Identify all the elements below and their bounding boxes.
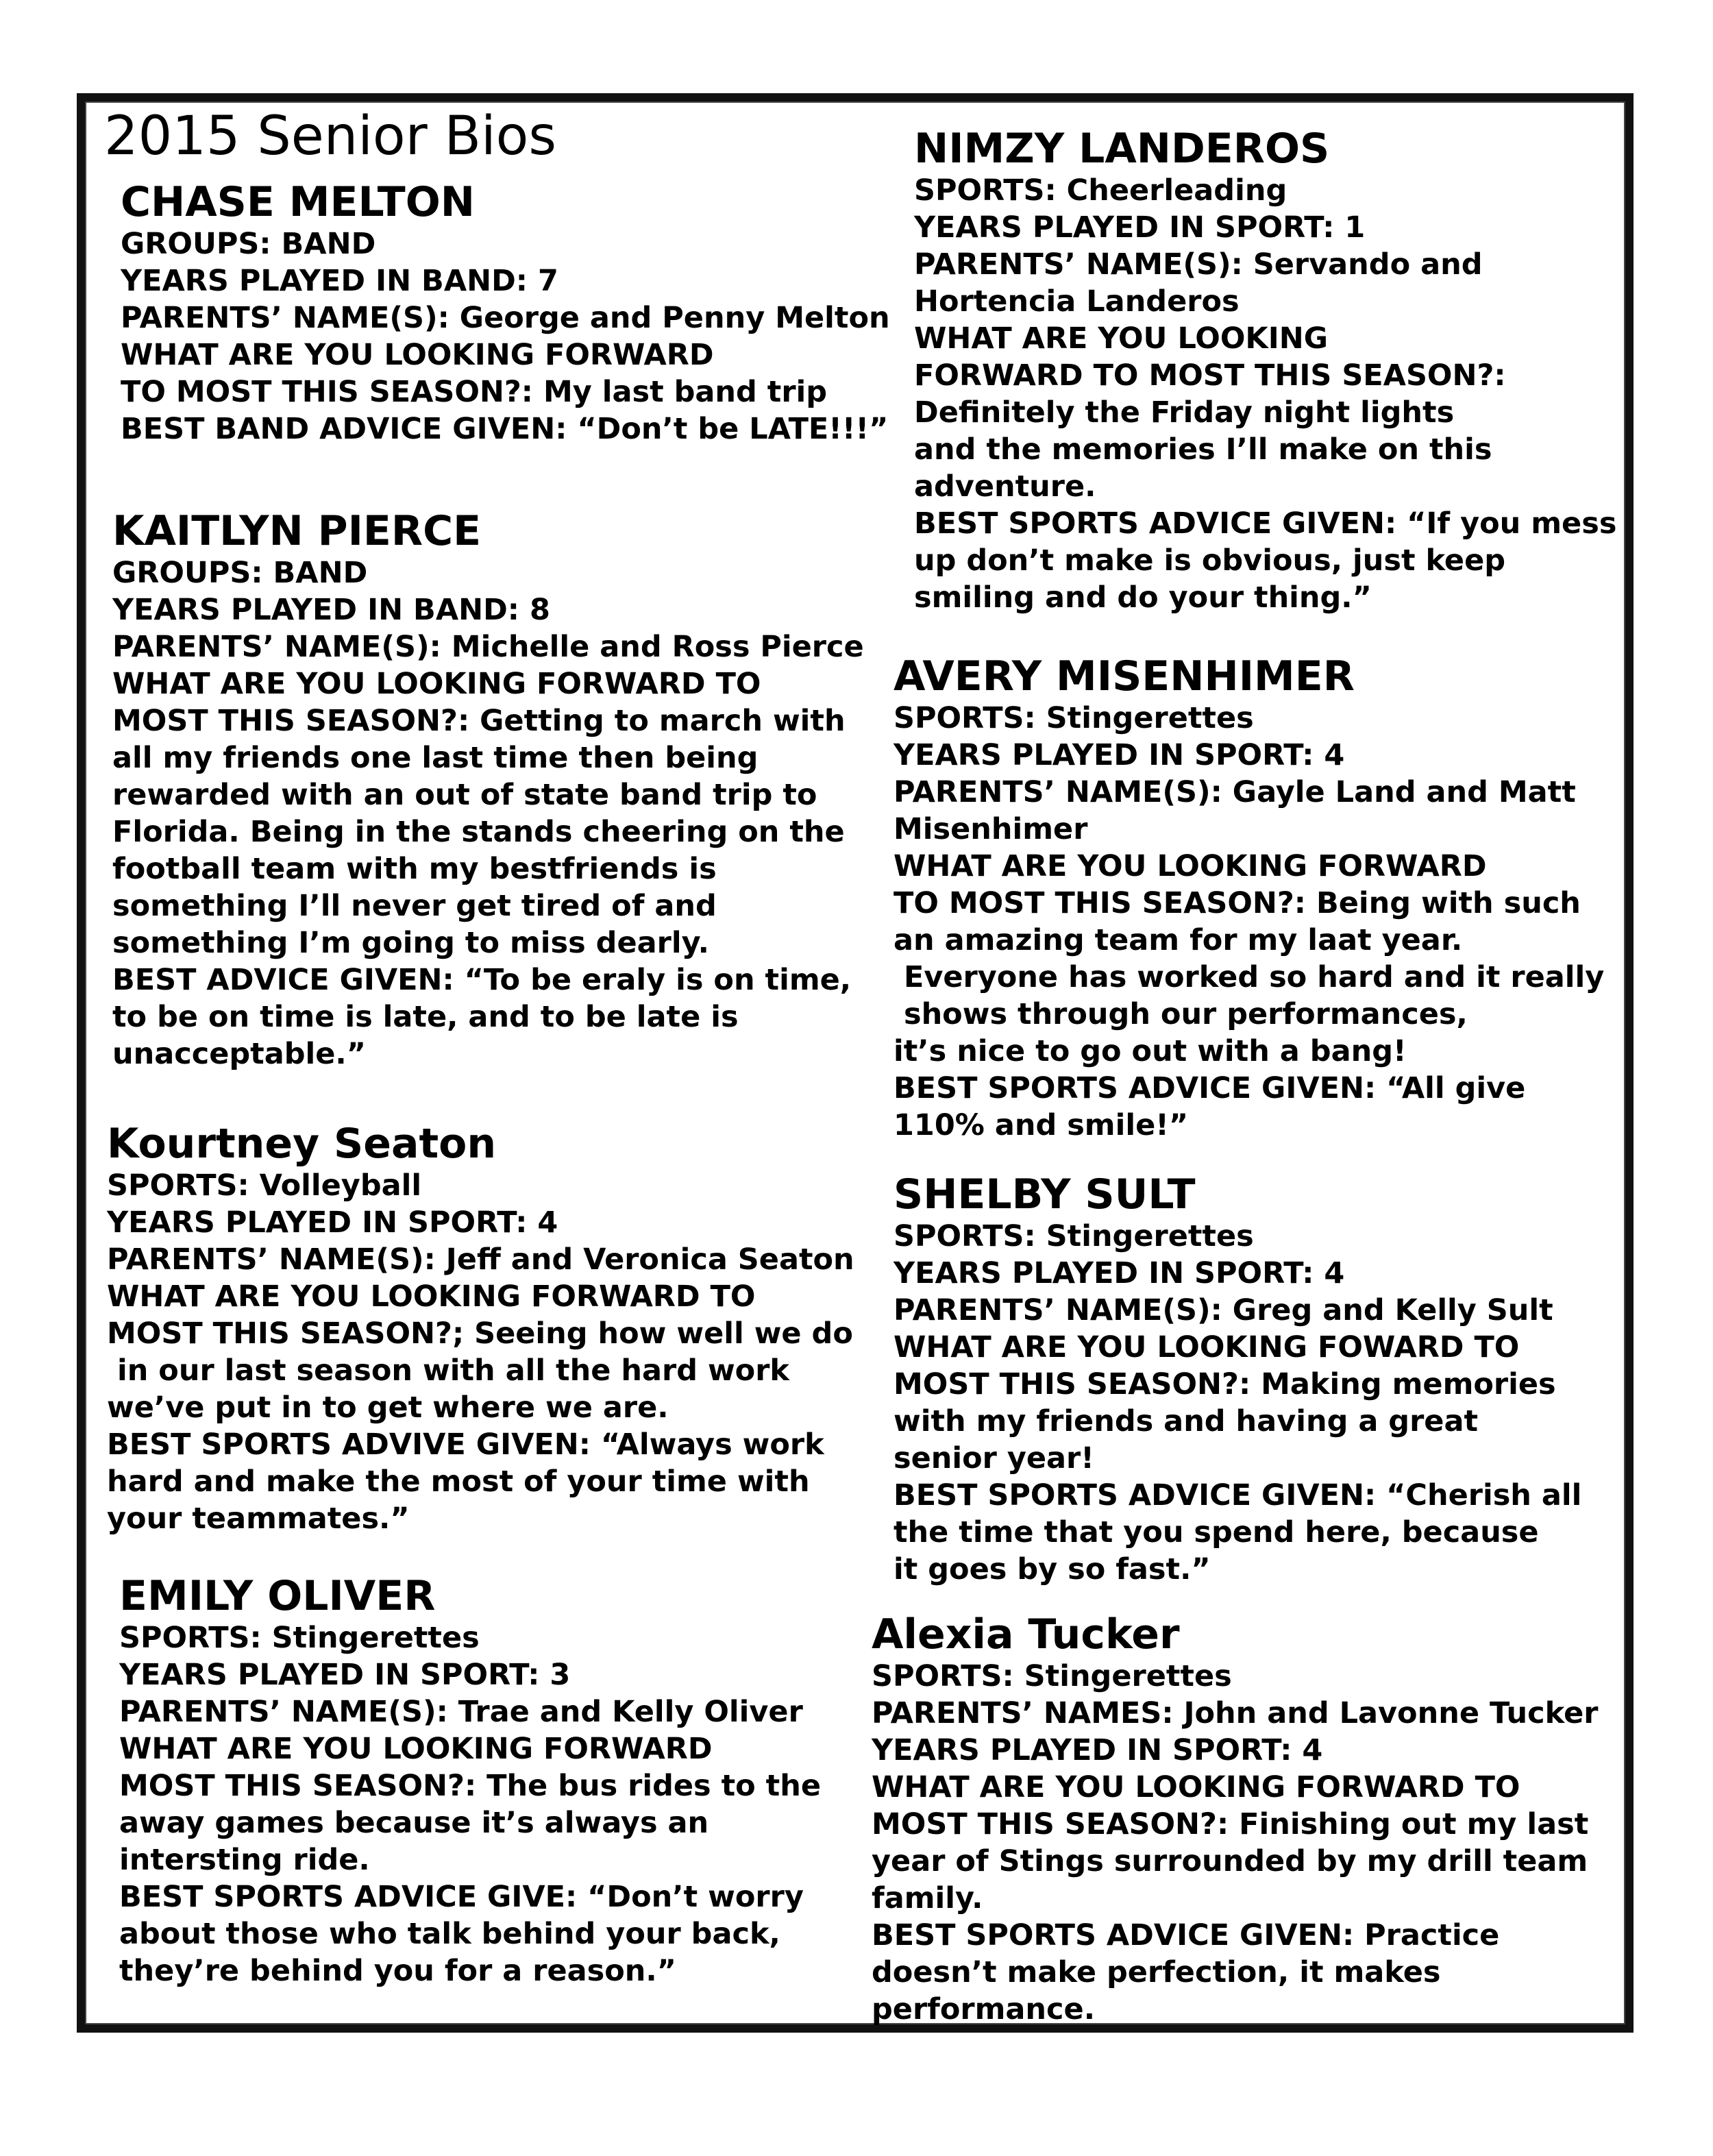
bio-line: SPORTS: Stingerettes xyxy=(894,701,1254,736)
bio-line: to be on time is late, and to be late is xyxy=(112,1000,739,1035)
bio-line: FORWARD TO MOST THIS SEASON?: xyxy=(914,358,1506,393)
bio-name: CHASE MELTON xyxy=(121,178,475,226)
bio-kourtney-seaton xyxy=(107,1121,854,1537)
bio-line: TO MOST THIS SEASON?: My last band trip xyxy=(121,375,828,410)
bio-line: BEST ADVICE GIVEN: “To be eraly is on time, xyxy=(112,963,852,998)
bio-name: SHELBY SULT xyxy=(894,1171,1196,1218)
bio-line: shows through our performances, xyxy=(894,997,1468,1032)
bio-line: TO MOST THIS SEASON?: Being with such xyxy=(894,886,1581,921)
bio-chase-melton xyxy=(121,180,890,448)
bio-line: the time that you spend here, because xyxy=(894,1515,1539,1550)
bio-line: WHAT ARE YOU LOOKING FORWARD xyxy=(121,338,714,373)
bio-line: up don’t make is obvious, just keep xyxy=(914,543,1506,578)
bio-line: YEARS PLAYED IN SPORT: 4 xyxy=(872,1733,1323,1768)
bio-line: PARENTS’ NAME(S): Jeff and Veronica Seaton xyxy=(107,1242,854,1277)
bio-line: an amazing team for my laat year. xyxy=(894,923,1463,958)
bio-line: MOST THIS SEASON?: Getting to march with xyxy=(112,704,846,739)
bio-line: WHAT ARE YOU LOOKING FORWARD xyxy=(119,1732,713,1767)
bio-line: Misenhimer xyxy=(894,812,1088,847)
bio-line: something I’ll never get tired of and xyxy=(112,889,717,924)
bio-line: WHAT ARE YOU LOOKING xyxy=(914,321,1329,356)
bio-line: BEST SPORTS ADVICE GIVEN: “Cherish all xyxy=(894,1478,1582,1513)
bio-line: Florida. Being in the stands cheering on the xyxy=(112,815,845,850)
bio-line: BEST SPORTS ADVICE GIVEN: “All give xyxy=(894,1071,1526,1106)
bio-line: we’ve put in to get where we are. xyxy=(107,1391,669,1425)
bio-line: SPORTS: Stingerettes xyxy=(872,1659,1232,1694)
bio-line: PARENTS’ NAMES: John and Lavonne Tucker xyxy=(872,1696,1599,1731)
bio-kaitlyn-pierce xyxy=(112,509,864,1073)
bio-line: SPORTS: Volleyball xyxy=(107,1168,422,1203)
bio-name: NIMZY LANDEROS xyxy=(914,125,1330,173)
bio-line: YEARS PLAYED IN BAND: 7 xyxy=(121,264,558,299)
bio-line: GROUPS: BAND xyxy=(112,556,368,591)
bio-emily-oliver xyxy=(119,1573,821,1989)
bio-line: Hortencia Landeros xyxy=(914,284,1240,319)
bio-line: MOST THIS SEASON?; Seeing how well we do xyxy=(107,1316,853,1351)
bio-line: all my friends one last time then being xyxy=(112,741,759,776)
bio-alexia-tucker xyxy=(872,1612,1598,2028)
bio-line: WHAT ARE YOU LOOKING FORWARD TO xyxy=(107,1279,756,1314)
bio-line: 110% and smile!” xyxy=(894,1108,1189,1143)
bio-line: PARENTS’ NAME(S): Gayle Land and Matt xyxy=(894,775,1576,810)
bio-line: intersting ride. xyxy=(119,1843,370,1878)
bio-line: doesn’t make perfection, it makes xyxy=(872,1955,1441,1990)
bio-line: BEST SPORTS ADVICE GIVEN: Practice xyxy=(872,1918,1500,1953)
bio-line: rewarded with an out of state band trip to xyxy=(112,778,817,813)
bio-line: adventure. xyxy=(914,469,1096,504)
bio-name: Kourtney Seaton xyxy=(107,1120,497,1168)
bio-line: something I’m going to miss dearly. xyxy=(112,926,710,961)
bio-line: and the memories I’ll make on this xyxy=(914,432,1492,467)
bio-line: PARENTS’ NAME(S): Servando and xyxy=(914,247,1483,282)
bio-line: WHAT ARE YOU LOOKING FOWARD TO xyxy=(894,1330,1520,1365)
bio-name: KAITLYN PIERCE xyxy=(112,507,482,555)
bio-line: SPORTS: Stingerettes xyxy=(119,1621,480,1656)
bio-line: unacceptable.” xyxy=(112,1037,367,1072)
bio-avery-misenhimer xyxy=(894,654,1604,1144)
bio-line: Everyone has worked so hard and it really xyxy=(894,960,1605,995)
bio-line: away games because it’s always an xyxy=(119,1806,709,1841)
bio-line: your teammates.” xyxy=(107,1502,410,1536)
bio-line: it’s nice to go out with a bang! xyxy=(894,1034,1407,1069)
bio-line: year of Stings surrounded by my drill team xyxy=(872,1844,1588,1879)
bio-line: MOST THIS SEASON?: Making memories xyxy=(894,1367,1556,1402)
bio-line: YEARS PLAYED IN SPORT: 1 xyxy=(914,210,1366,245)
bio-name: EMILY OLIVER xyxy=(119,1572,436,1620)
bio-line: MOST THIS SEASON?: Finishing out my last xyxy=(872,1807,1589,1842)
bio-line: they’re behind you for a reason.” xyxy=(119,1954,676,1989)
bio-line: YEARS PLAYED IN SPORT: 3 xyxy=(119,1658,571,1693)
bio-line: WHAT ARE YOU LOOKING FORWARD xyxy=(894,849,1487,884)
bio-line: BEST BAND ADVICE GIVEN: “Don’t be LATE!!!” xyxy=(121,412,889,447)
bio-line: in our last season with all the hard work xyxy=(107,1353,790,1388)
bio-line: WHAT ARE YOU LOOKING FORWARD TO xyxy=(112,667,761,702)
bio-line: BEST SPORTS ADVICE GIVEN: “If you mess xyxy=(914,506,1617,541)
bio-line: football team with my bestfriends is xyxy=(112,852,717,887)
bio-line: PARENTS’ NAME(S): Trae and Kelly Oliver xyxy=(119,1695,803,1730)
bio-name: Alexia Tucker xyxy=(872,1610,1180,1658)
page-title: 2015 Senior Bios xyxy=(104,106,557,167)
bio-line: it goes by so fast.” xyxy=(894,1552,1211,1587)
bio-line: family. xyxy=(872,1881,983,1916)
bio-line: senior year! xyxy=(894,1441,1094,1476)
bio-line: YEARS PLAYED IN SPORT: 4 xyxy=(894,738,1345,773)
bio-line: PARENTS’ NAME(S): Greg and Kelly Sult xyxy=(894,1293,1553,1328)
bio-line: hard and make the most of your time with xyxy=(107,1465,810,1499)
bio-name: AVERY MISENHIMER xyxy=(894,652,1355,700)
bio-line: WHAT ARE YOU LOOKING FORWARD TO xyxy=(872,1770,1520,1805)
bio-shelby-sult xyxy=(894,1172,1581,1588)
bio-line: Definitely the Friday night lights xyxy=(914,395,1455,430)
bio-line: BEST SPORTS ADVICE GIVE: “Don’t worry xyxy=(119,1880,804,1915)
bio-line: SPORTS: Cheerleading xyxy=(914,173,1287,208)
bio-line: smiling and do your thing.” xyxy=(914,580,1372,615)
bio-line: GROUPS: BAND xyxy=(121,227,376,262)
bio-line: SPORTS: Stingerettes xyxy=(894,1219,1254,1254)
bio-line: performance. xyxy=(872,1992,1096,2027)
bio-line: about those who talk behind your back, xyxy=(119,1917,780,1952)
bio-line: PARENTS’ NAME(S): Michelle and Ross Pierce xyxy=(112,630,864,665)
bio-line: MOST THIS SEASON?: The bus rides to the xyxy=(119,1769,822,1804)
bio-line: YEARS PLAYED IN SPORT: 4 xyxy=(107,1205,558,1240)
bio-nimzy-landeros xyxy=(914,126,1616,616)
bio-line: with my friends and having a great xyxy=(894,1404,1479,1439)
bio-line: BEST SPORTS ADVIVE GIVEN: “Always work xyxy=(107,1428,824,1462)
bio-line: YEARS PLAYED IN BAND: 8 xyxy=(112,593,550,628)
bio-line: YEARS PLAYED IN SPORT: 4 xyxy=(894,1256,1345,1291)
bio-line: PARENTS’ NAME(S): George and Penny Melton xyxy=(121,301,890,336)
